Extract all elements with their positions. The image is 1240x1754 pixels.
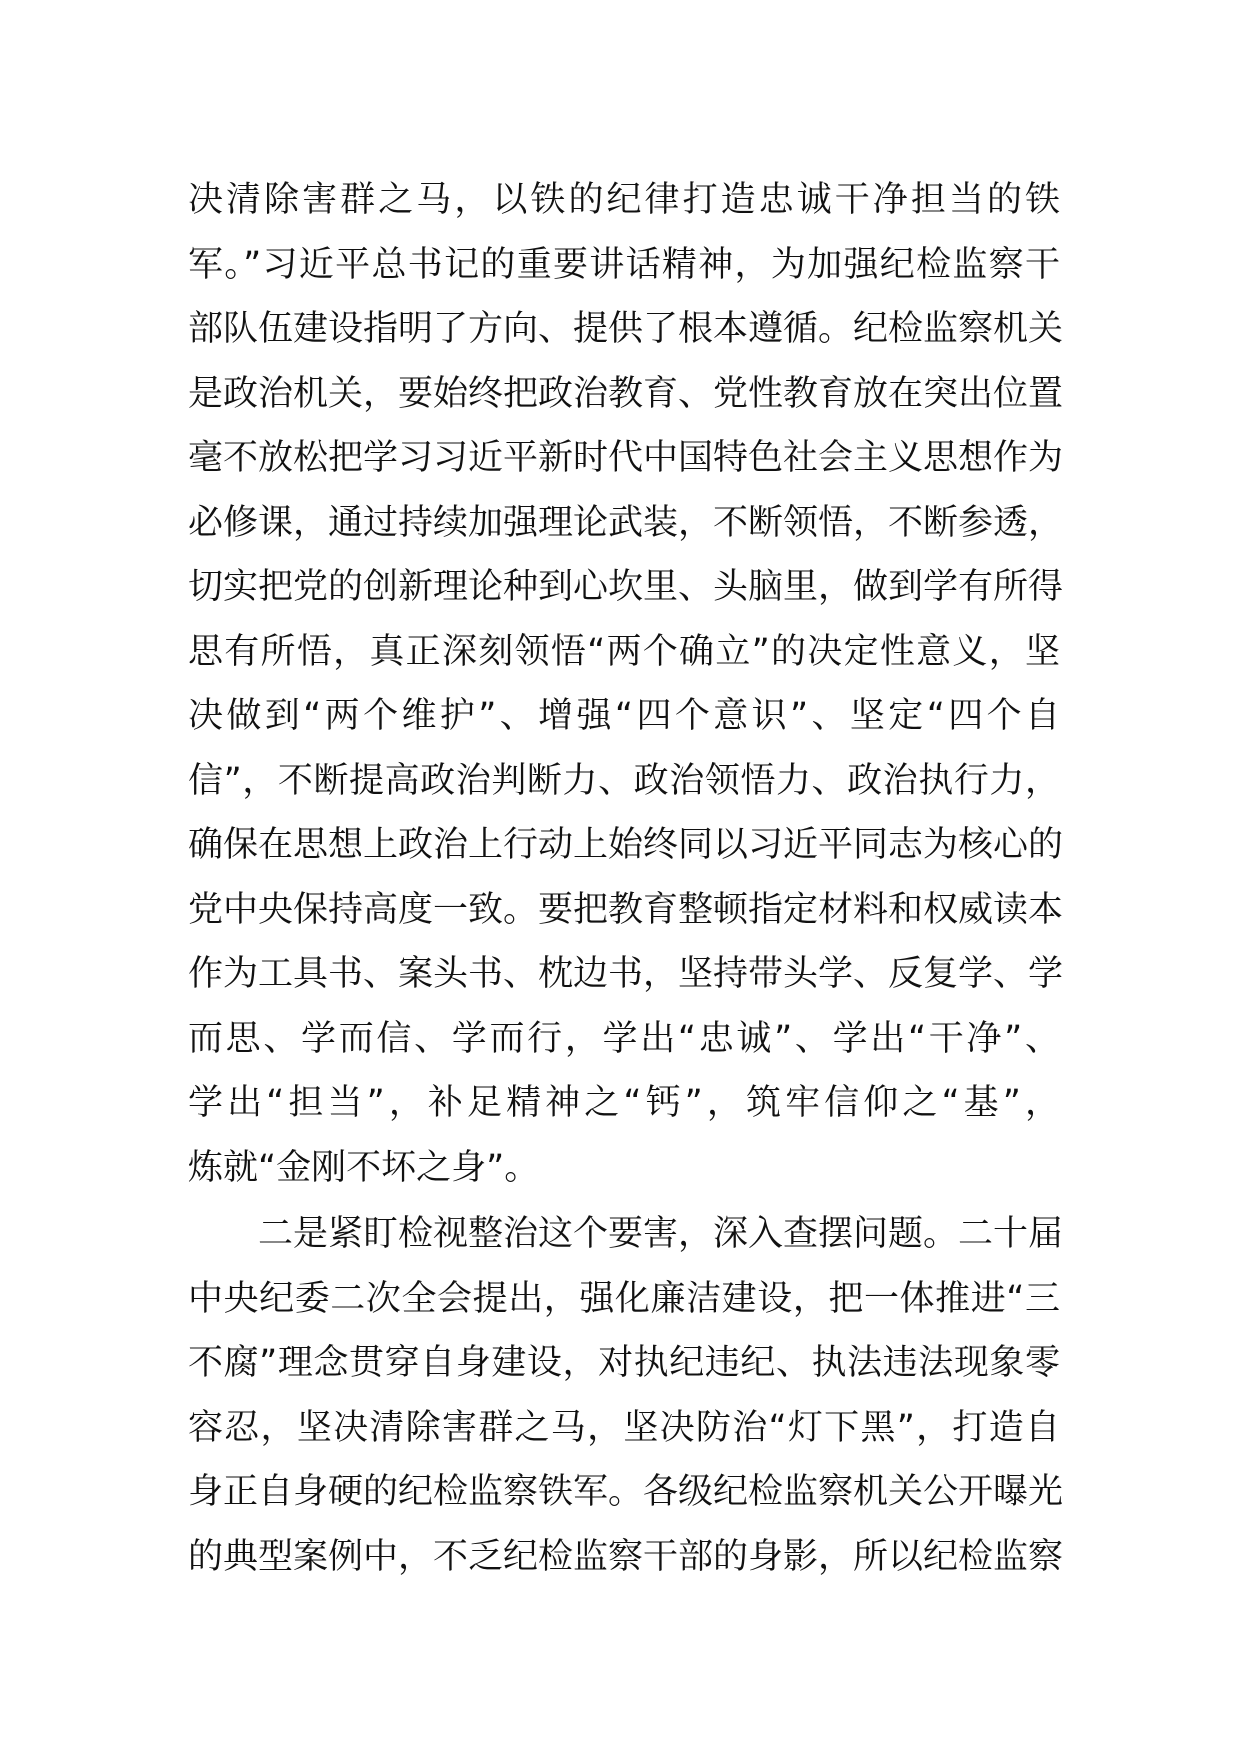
paragraph-line: 二是紧盯检视整治这个要害，深入查摆问题。二十届 [258,1214,1064,1254]
paragraph-line: 确保在思想上政治上行动上始终同以习近平同志为核心的 [188,825,1064,865]
paragraph-line: 思有所悟，真正深刻领悟“两个确立”的决定性意义，坚 [188,631,1060,672]
paragraph-line: 信”，不断提高政治判断力、政治领悟力、政治执行力， [188,760,1060,801]
paragraph-line: 而思、学而信、学而行，学出“忠诚”、学出“干净”、 [188,1018,1060,1059]
paragraph-line: 的典型案例中，不乏纪检监察干部的身影，所以纪检监察 [188,1536,1064,1577]
paragraph-line: 毫不放松把学习习近平新时代中国特色社会主义思想作为 [188,438,1064,478]
paragraph-line: 切实把党的创新理论种到心坎里、头脑里，做到学有所得 [188,567,1064,607]
paragraph-line: 是政治机关，要始终把政治教育、党性教育放在突出位置 [188,373,1064,414]
paragraph-line: 中央纪委二次全会提出，强化廉洁建设，把一体推进“三 [188,1278,1060,1319]
paragraph-line: 作为工具书、案头书、枕边书，坚持带头学、反复学、学 [188,954,1064,994]
paragraph-2 [188,1202,1064,1589]
paragraph-line: 不腐”理念贯穿自身建设，对执纪违纪、执法违法现象零 [188,1343,1060,1383]
paragraph-line: 必修课，通过持续加强理论武装，不断领悟，不断参透， [188,502,1064,543]
paragraph-line: 学出“担当”，补足精神之“钙”，筑牢信仰之“基”， [188,1083,1060,1123]
paragraph-line: 部队伍建设指明了方向、提供了根本遵循。纪检监察机关 [188,309,1064,349]
paragraph-line: 容忍，坚决清除害群之马，坚决防治“灯下黑”，打造自 [188,1407,1060,1448]
paragraph-line: 身正自身硬的纪检监察铁军。各级纪检监察机关公开曝光 [188,1472,1064,1512]
paragraph-line: 决做到“两个维护”、增强“四个意识”、坚定“四个自 [188,696,1060,736]
paragraph-line: 决清除害群之马，以铁的纪律打造忠诚干净担当的铁 [188,180,1060,220]
paragraph-1 [188,168,1064,1200]
paragraph-line: 炼就“金刚不坏之身”。 [188,1147,540,1188]
paragraph-line: 党中央保持高度一致。要把教育整顿指定材料和权威读本 [188,889,1064,930]
paragraph-line: 军。”习近平总书记的重要讲话精神，为加强纪检监察干 [188,244,1060,285]
